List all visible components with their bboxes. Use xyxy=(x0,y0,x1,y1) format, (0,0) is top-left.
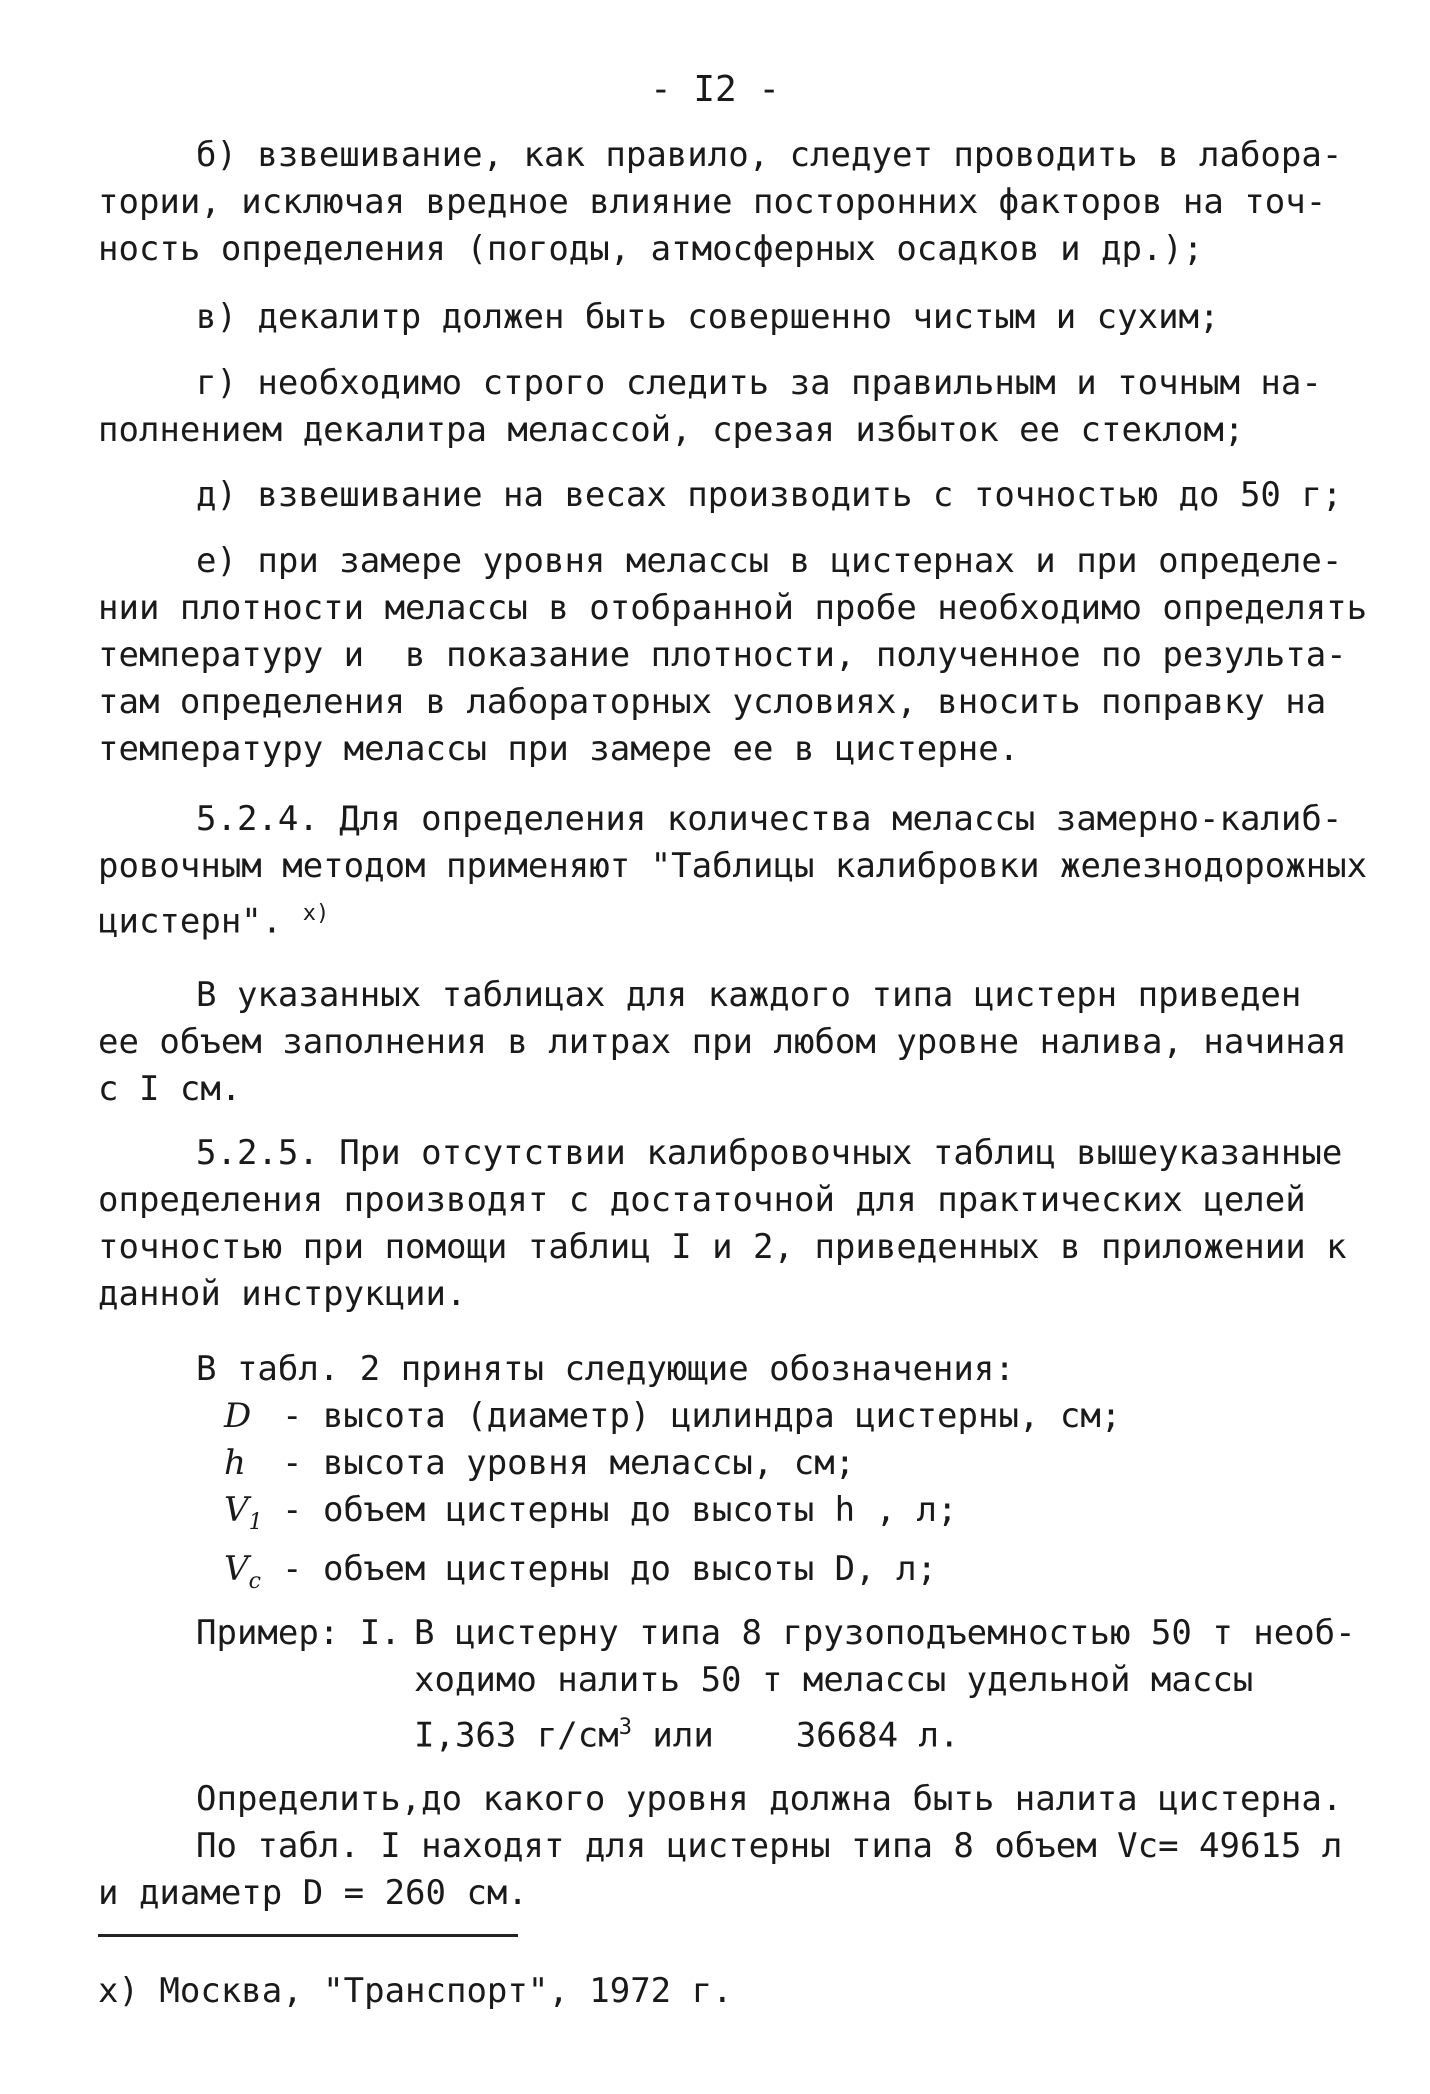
determine-line: Определить,до какого уровня должна быть налита цистерна. xyxy=(196,1779,1343,1819)
example-text: В цистерну типа 8 грузоподъемностью 50 т необ- ходимо налить 50 т мелассы удельной массы I,363 $г/см^3$ или 36684 л. xyxy=(414,1613,1356,1756)
symbol-height: h xyxy=(224,1443,246,1483)
legend-intro: В табл. 2 приняты следующие обозначения: xyxy=(196,1349,1015,1389)
paragraph-tables: В указанных таблицах для каждого типа цистерн приведен ее объем заполнения в литрах при любом уровне налива, начиная с I см. xyxy=(98,975,1347,1109)
footnote-divider xyxy=(98,1934,518,1937)
footnote: x) Москва, "Транспорт", 1972 г. xyxy=(98,1971,733,2011)
find-lines: По табл. I находят для цистерны типа 8 объем Vс= 49615 л и диаметр D = 260 см. xyxy=(98,1826,1343,1913)
paragraph-5-2-4: 5.2.4. Для определения количества мелассы замерно-калиб- ровочным методом применяют "Таблицы калибровки железнодорожных цистерн". $^{x)}$ xyxy=(98,799,1368,942)
item-g: г) необходимо строго следить за правильным и точным на- полнением декалитра мелассой, срезая избыток ее стеклом; xyxy=(98,363,1322,450)
example-label: Пример: I. xyxy=(196,1613,401,1653)
legend-list: D - высота (диаметр) цилиндра цистерны, см; h - высота уровня мелассы, см; $V_1$ - объем цистерны до высоты h , л; $V_c$ - объем цистерны до высоты D, л; xyxy=(224,1393,1430,1605)
page-number: - I2 - xyxy=(649,69,781,110)
symbol-diameter: D xyxy=(224,1396,252,1436)
item-d: д) взвешивание на весах производить с точностью до 50 г; xyxy=(196,475,1343,515)
symbol-volume-1: $V_1$ xyxy=(224,1490,263,1535)
item-b: б) взвешивание, как правило, следует проводить в лабора- тории, исключая вредное влияние посторонних факторов на точ- ность определения (погоды, атмосферных осадков и др.); xyxy=(98,135,1343,269)
paragraph-5-2-5: 5.2.5. При отсутствии калибровочных таблиц вышеуказанные определения производят с достаточной для практических целей точностью при помощи таблиц I и 2, приведенных в приложении к данной инструкции. xyxy=(98,1133,1347,1314)
symbol-volume-c: $V_c$ xyxy=(224,1548,261,1594)
item-e: е) при замере уровня мелассы в цистернах и при определе- нии плотности мелассы в отобранной пробе необходимо определять температуру и в показание плотности, полученное по результа- там определения в лабораторных условиях, вносить поправку на температуру мелассы при замере ее в цистерне. xyxy=(98,541,1368,769)
footnote-marker: x) xyxy=(302,901,330,926)
item-v: в) декалитр должен быть совершенно чистым и сухим; xyxy=(196,297,1220,337)
